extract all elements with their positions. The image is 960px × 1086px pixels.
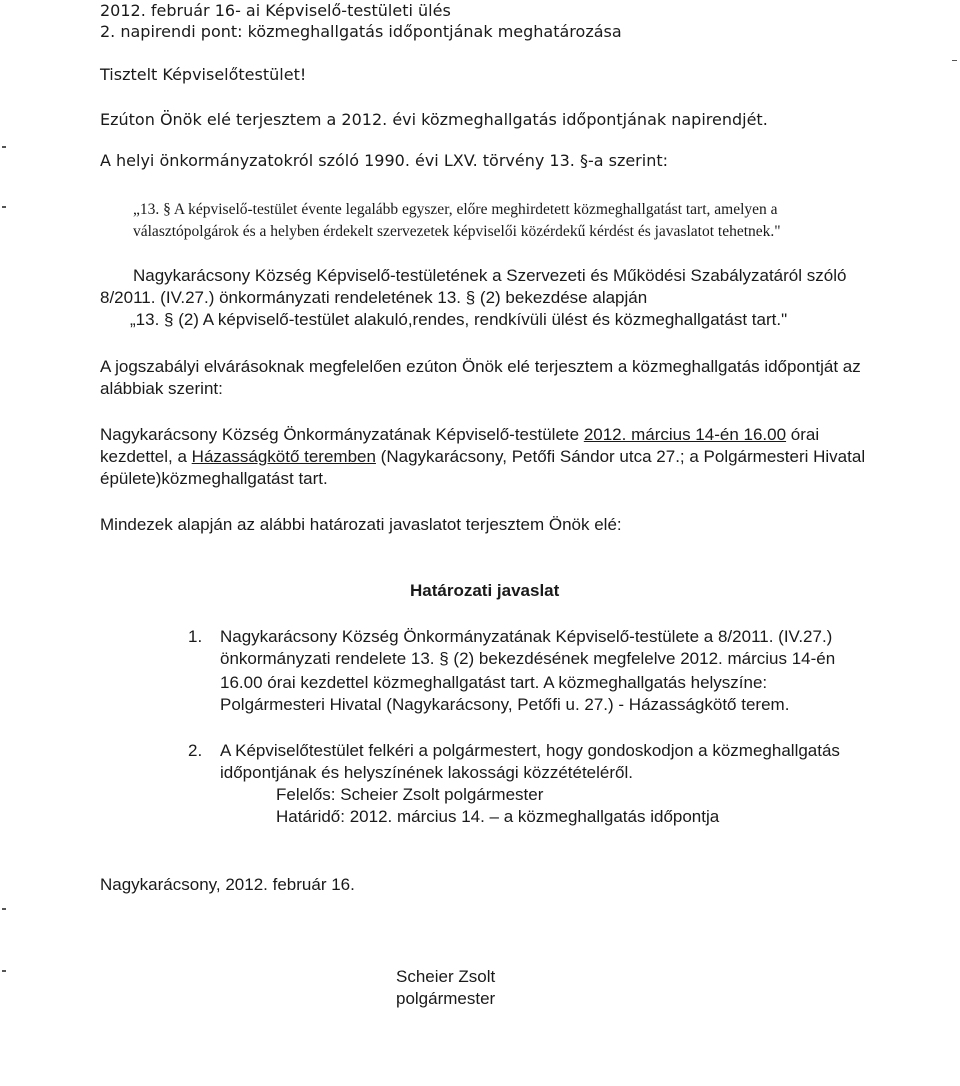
resolution-title: Határozati javaslat bbox=[410, 581, 560, 600]
meeting-text-a: Nagykarácsony Község Önkormányzatának Képviselő-testülete bbox=[100, 425, 584, 444]
meeting-text-b: órai bbox=[786, 425, 820, 444]
place-and-date: Nagykarácsony, 2012. február 16. bbox=[100, 875, 355, 894]
signature-name: Scheier Zsolt bbox=[396, 967, 496, 986]
item-2-deadline: Határidő: 2012. március 14. – a közmeghallgatás időpontja bbox=[276, 807, 720, 826]
proposal-intro-line-1: A jogszabályi elvárásoknak megfelelően ezúton Önök elé terjesztem a közmeghallgatás időpontját az bbox=[100, 357, 861, 376]
scan-mark bbox=[952, 60, 957, 61]
item-2-line-2: időpontjának és helyszínének lakossági közzétételéről. bbox=[220, 763, 633, 782]
item-1-line-1: Nagykarácsony Község Önkormányzatának Képviselő-testülete a 8/2011. (IV.27.) bbox=[220, 627, 833, 646]
scan-mark bbox=[2, 146, 6, 148]
item-number: 1. bbox=[188, 627, 203, 646]
closing-intro: Mindezek alapján az alábbi határozati javaslatot terjesztem Önök elé: bbox=[100, 515, 622, 534]
item-1-line-3: 16.00 órai kezdettel közmeghallgatást tart. A közmeghallgatás helyszíne: bbox=[220, 673, 768, 692]
meeting-text-d: (Nagykarácsony, Petőfi Sándor utca 27.; a Polgármesteri Hivatal bbox=[375, 447, 866, 466]
meeting-line-3: épülete)közmeghallgatást tart. bbox=[100, 469, 328, 488]
header-line-1: 2012. február 16- ai Képviselő-testületi ülés bbox=[100, 1, 451, 20]
item-2-responsible: Felelős: Scheier Zsolt polgármester bbox=[276, 785, 544, 804]
regulation-line-2: 8/2011. (IV.27.) önkormányzati rendeletének 13. § (2) bekezdése alapján bbox=[100, 288, 648, 307]
regulation-line-3: „13. § (2) A képviselő-testület alakuló,rendes, rendkívüli ülést és közmeghallgatást tart." bbox=[130, 310, 788, 329]
intro-line-2: A helyi önkormányzatokról szóló 1990. évi LXV. törvény 13. §-a szerint: bbox=[100, 151, 669, 170]
proposal-intro-line-2: alábbiak szerint: bbox=[100, 379, 223, 398]
item-number: 2. bbox=[188, 741, 203, 760]
meeting-date: 2012. március 14-én 16.00 bbox=[583, 425, 787, 444]
item-2-line-1: A Képviselőtestület felkéri a polgármestert, hogy gondoskodjon a közmeghallgatás bbox=[220, 741, 840, 760]
scan-mark bbox=[2, 206, 6, 208]
quote-law-line-2: választópolgárok és a helyben érdekelt szervezetek képviselői közérdekű kérdést és javaslatot tehetnek." bbox=[133, 223, 781, 240]
meeting-line-1 bbox=[100, 424, 819, 446]
header-line-2: 2. napirendi pont: közmeghallgatás időpontjának meghatározása bbox=[100, 22, 622, 41]
scan-mark bbox=[2, 970, 6, 972]
item-1-line-2: önkormányzati rendelete 13. § (2) bekezdésének megfelelve 2012. március 14-én bbox=[220, 649, 836, 668]
item-1-line-4: Polgármesteri Hivatal (Nagykarácsony, Petőfi u. 27.) - Házasságkötő terem. bbox=[220, 695, 790, 714]
meeting-text-c: kezdettel, a bbox=[100, 447, 192, 466]
regulation-line-1: Nagykarácsony Község Képviselő-testületének a Szervezeti és Működési Szabályzatáról szóló bbox=[133, 266, 847, 285]
meeting-place: Házasságkötő teremben bbox=[191, 447, 376, 466]
meeting-line-2 bbox=[100, 446, 865, 468]
intro-line-1: Ezúton Önök elé terjesztem a 2012. évi közmeghallgatás időpontjának napirendjét. bbox=[100, 110, 768, 129]
salutation: Tisztelt Képviselőtestület! bbox=[100, 65, 307, 84]
quote-law-line-1: „13. § A képviselő-testület évente legalább egyszer, előre meghirdetett közmeghallgatást tart, amelyen a bbox=[133, 201, 778, 218]
signature-title: polgármester bbox=[396, 989, 496, 1008]
scan-mark bbox=[2, 908, 6, 910]
